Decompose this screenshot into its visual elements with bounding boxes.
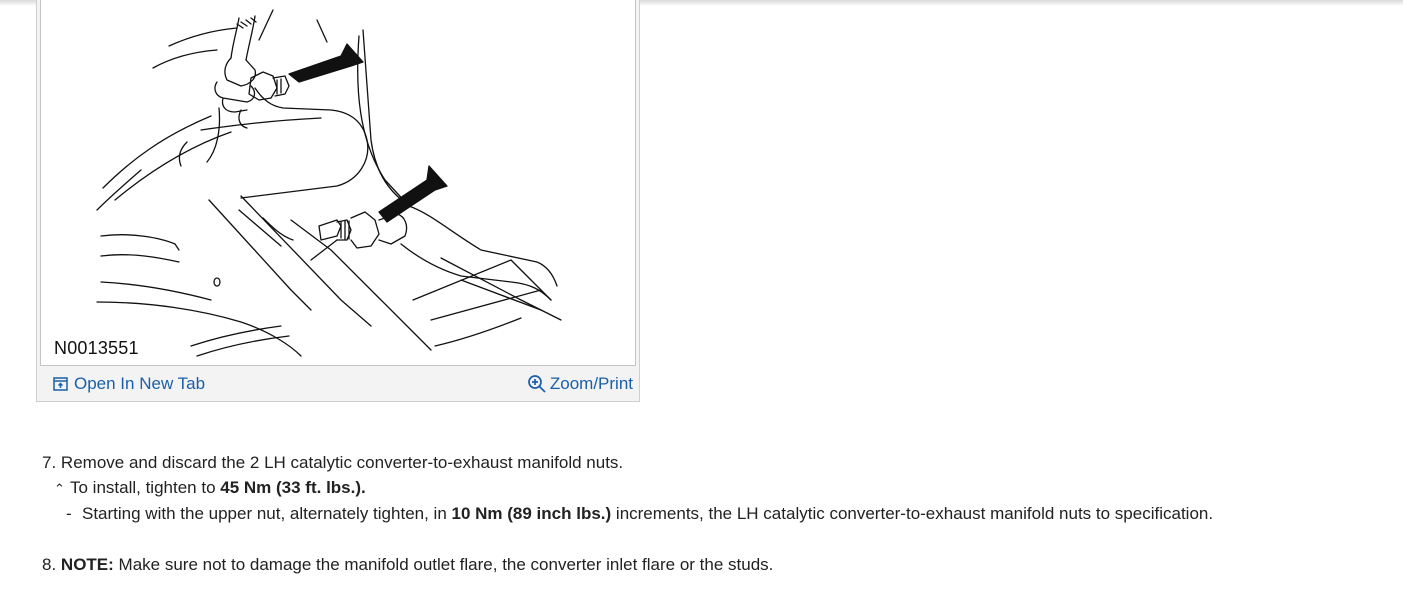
caret-bullet-icon: ⌃ <box>54 481 65 496</box>
open-in-new-tab-link[interactable] <box>53 374 205 394</box>
figure-image <box>40 0 636 366</box>
zoom-print-label: Zoom/Print <box>549 374 633 393</box>
detail-suffix: increments, the LH catalytic converter-to-exhaust manifold nuts to specification. <box>611 504 1214 523</box>
figure-actions-bar <box>37 366 639 400</box>
torque-spec: 45 Nm (33 ft. lbs.). <box>220 478 366 497</box>
increment-torque: 10 Nm (89 inch lbs.) <box>451 504 612 523</box>
dash-bullet-icon: - <box>66 504 72 523</box>
step-text: Remove and discard the 2 LH catalytic converter-to-exhaust manifold nuts. <box>60 453 624 472</box>
open-in-new-tab-label: Open In New Tab <box>74 374 206 393</box>
detail-prefix: Starting with the upper nut, alternately tighten, in <box>82 504 452 523</box>
install-prefix: To install, tighten to <box>70 478 221 497</box>
figure-card <box>36 0 640 402</box>
step-7 <box>42 450 1382 475</box>
step-7-install-spec <box>42 475 1382 501</box>
step-number: 8. <box>42 555 57 574</box>
procedure-steps <box>42 450 1382 577</box>
figure-id-label: N0013551 <box>54 338 139 358</box>
step-7-tightening-detail <box>42 501 1382 526</box>
open-new-tab-icon <box>53 377 68 391</box>
zoom-print-link[interactable] <box>527 374 633 394</box>
exhaust-manifold-illustration <box>41 0 636 366</box>
step-8 <box>42 552 1382 577</box>
note-text: Make sure not to damage the manifold outlet flare, the converter inlet flare or the studs. <box>113 555 774 574</box>
note-label: NOTE: <box>60 555 114 574</box>
zoom-in-icon <box>527 374 547 394</box>
step-number: 7. <box>42 453 57 472</box>
